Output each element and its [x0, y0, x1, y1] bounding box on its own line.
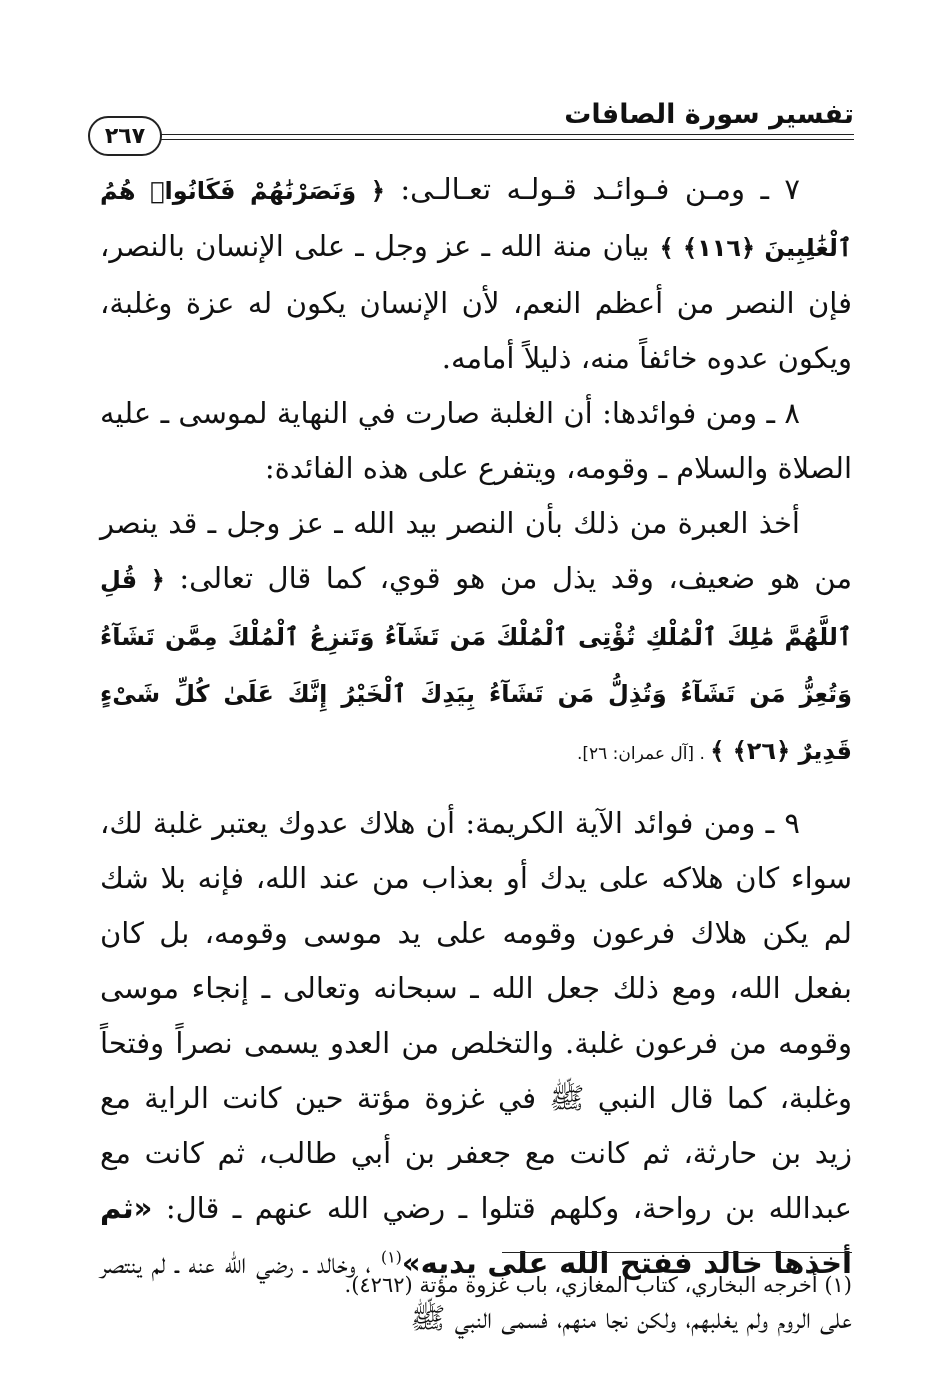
paragraph-9-text-before: ٩ ـ ومن فوائد الآية الكريمة: أن هلاك عدوك يعتبر غلبة لك، سواء كان هلاكه على يدك أو بعذاب من عند الله، فإنه بلا شك لم يكن هلاك فرعون وقومه على يد موسى وقومه، بل كان بفعل الله، ومع ذلك جعل الله ـ سبحانه وتعالى ـ إنجاء موسى وقومه من فرعون غلبة. والتخلص من العدو يسمى نصراً وفتحاً وغلبة، كما قال النبي ﷺ في غزوة مؤتة حين كانت الراية مع زيد بن حارثة، ثم كانت مع جعفر بن أبي طالب، ثم كانت مع عبدالله بن رواحة، وكلهم قتلوا ـ رضي الله عنهم ـ قال:	[100, 806, 852, 1225]
page-header	[88, 92, 854, 152]
page-number: ٢٦٧	[104, 123, 146, 149]
paragraph-9-text-after: ، وخالد ـ رضي الله عنه ـ لم ينتصر على الروم ولم يغلبهم، ولكن نجا منهم، فسمى النبي ﷺ	[100, 1246, 852, 1335]
hadith-quote: «ثم أخذها خالد ففتح الله على يديه»	[100, 1191, 852, 1280]
quran-verse-2: ﴿ قُلِ ٱللَّهُمَّ مَٰلِكَ ٱلْمُلْكِ تُؤْتِى ٱلْمُلْكَ مَن تَشَآءُ وَتَنزِعُ ٱلْمُلْكَ مِمَّن تَشَآءُ وَتُعِزُّ مَن تَشَآءُ وَتُذِلُّ مَن تَشَآءُ بِيَدِكَ ٱلْخَيْرُ إِنَّكَ عَلَىٰ كُلِّ شَىْءٍ قَدِيرٌ ﴿٢٦﴾ ﴾	[100, 566, 852, 765]
paragraph-7-text: بيان منة الله ـ عز وجل ـ على الإنسان بالنصر، فإن النصر من أعظم النعم، لأن الإنسان يكون له عزة وغلبة، ويكون عدوه خائفاً منه، ذليلاً أمامه.	[100, 229, 852, 375]
paragraph-8b-text: أخذ العبرة من ذلك بأن النصر بيد الله ـ عز وجل ـ قد ينصر من هو ضعيف، وقد يذل من هو قوي، كما قال تعالى:	[100, 506, 853, 595]
header-divider	[148, 134, 854, 140]
footnote-marker[interactable]: (١)	[380, 1247, 402, 1267]
footnote-divider	[502, 1252, 852, 1253]
running-title: تفسير سورة الصافات	[564, 99, 854, 130]
paragraph-7	[100, 162, 852, 386]
paragraph-8b	[100, 496, 852, 782]
paragraph-7-intro: ٧ ـ ومـن فـوائـد قـولـه تعـالـى:	[384, 172, 800, 206]
paragraph-gap	[100, 782, 852, 796]
main-text	[100, 162, 852, 1346]
quran-verse-1: ﴿ وَنَصَرْنَٰهُمْ فَكَانُوا۟ هُمُ ٱلْغَٰلِبِينَ ﴿١١٦﴾ ﴾	[100, 177, 853, 262]
paragraph-8: ٨ ـ ومن فوائدها: أن الغلبة صارت في النهاية لموسى ـ عليه الصلاة والسلام ـ وقومه، ويتفرع على هذه الفائدة:	[100, 396, 852, 485]
paragraph-9	[100, 796, 852, 1346]
page-number-badge	[88, 116, 162, 156]
verse-citation: . [آل عمران: ٢٦].	[576, 744, 711, 764]
footnote-1: (١) أخرجه البخاري، كتاب المغازي، باب غزوة مؤتة (٤٢٦٢).	[344, 1273, 852, 1297]
